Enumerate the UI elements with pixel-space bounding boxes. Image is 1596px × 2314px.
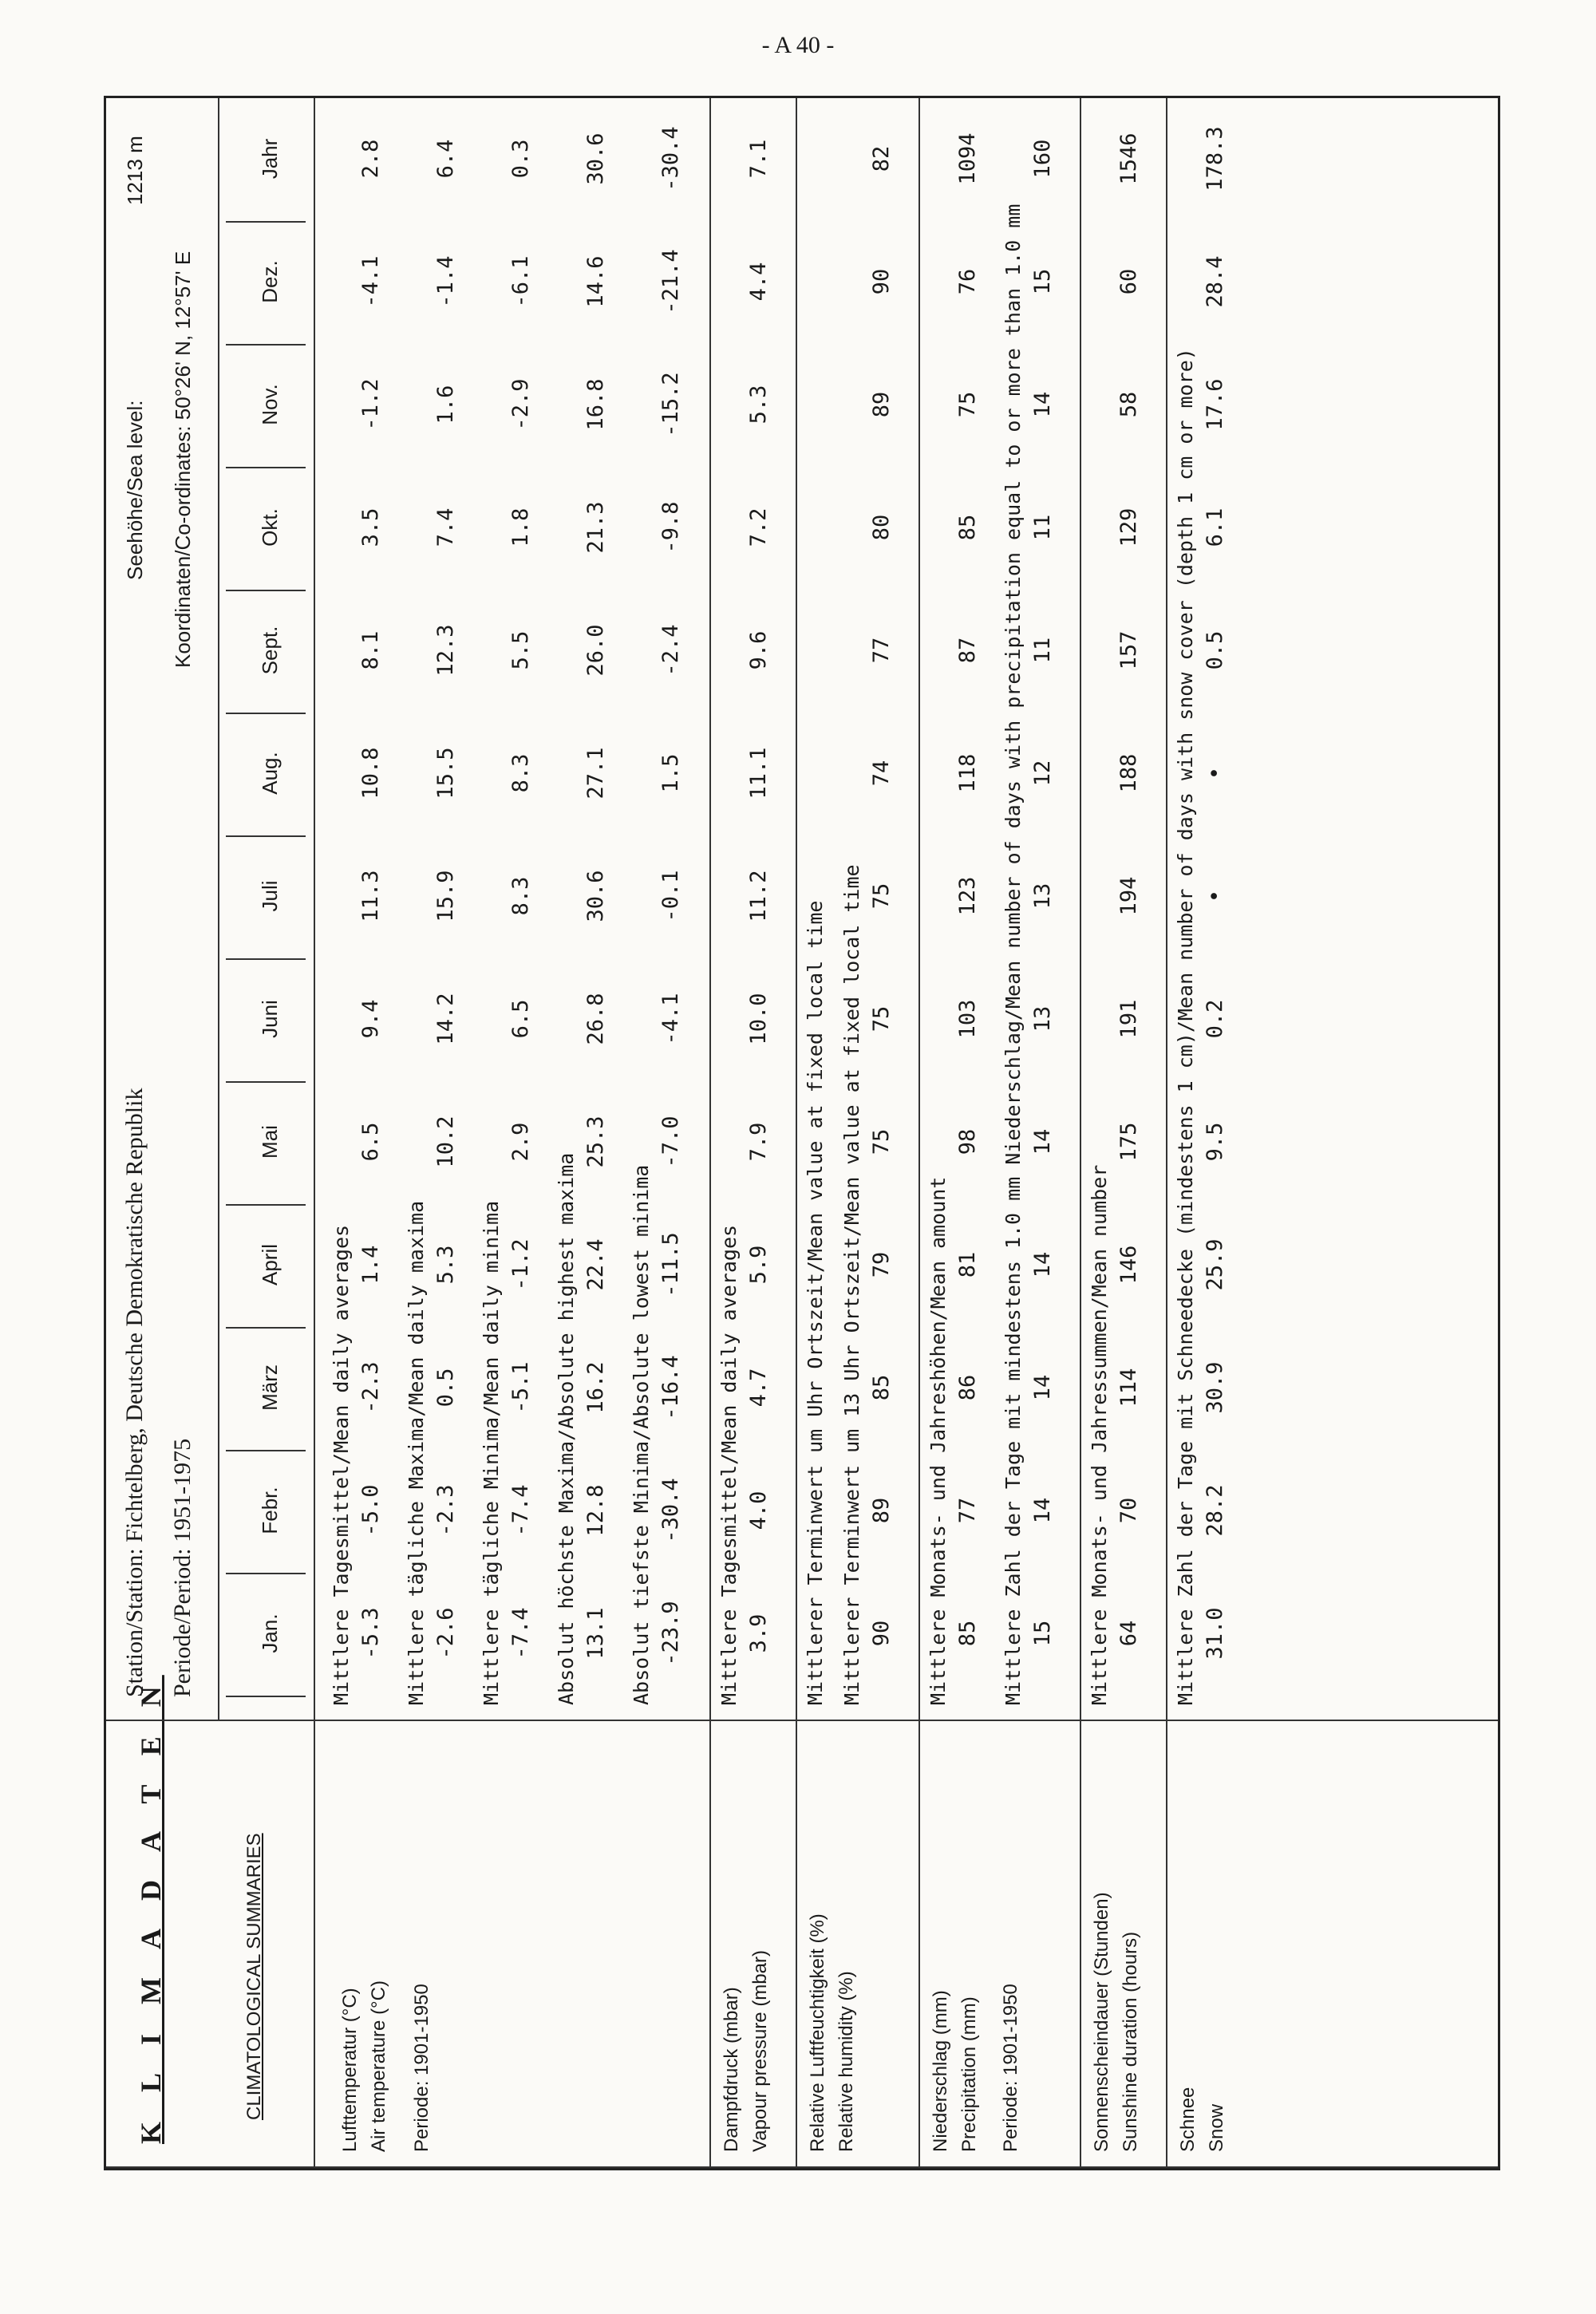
precip-amount-6: 123 — [955, 876, 980, 916]
month-separator — [226, 590, 306, 591]
temp-row-3-value-2: 16.2 — [583, 1361, 608, 1414]
month-header-4: Mai — [258, 1125, 282, 1159]
temp-row-4-value-8: -2.4 — [658, 624, 683, 677]
temp-row-0-value-1: -5.0 — [358, 1484, 383, 1537]
precip-amount-2: 86 — [955, 1374, 980, 1401]
month-header-3: April — [258, 1244, 282, 1286]
snow-label-en: Snow — [1206, 2103, 1227, 2152]
temp-row-3-value-1: 12.8 — [583, 1484, 608, 1537]
precip-days-8: 11 — [1030, 637, 1055, 664]
sunshine-value-6: 194 — [1116, 876, 1141, 916]
snow-value-0: 31.0 — [1203, 1607, 1227, 1660]
temp-row-1-value-0: -2.6 — [433, 1607, 458, 1660]
snow-value-12: 178.3 — [1203, 126, 1227, 192]
humidity-value-10: 89 — [869, 391, 894, 418]
vapour-value-8: 9.6 — [746, 630, 771, 670]
temp-row-4-value-10: -15.2 — [658, 372, 683, 437]
month-header-6: Juli — [258, 880, 282, 912]
precip-label-period: Periode: 1901-1950 — [1000, 1984, 1021, 2152]
month-separator — [226, 958, 306, 960]
temp-row-desc-4: Absolut tiefste Minima/Absolute lowest minima — [630, 1164, 653, 1705]
snow-value-1: 28.2 — [1203, 1484, 1227, 1537]
month-header-7: Aug. — [258, 752, 282, 795]
precip-days-9: 11 — [1030, 514, 1055, 541]
temp-label-de: Lufttemperatur (°C) — [339, 1988, 361, 2152]
temp-row-4-value-4: -7.0 — [658, 1116, 683, 1168]
temp-row-1-value-5: 14.2 — [433, 993, 458, 1045]
vapour-divider — [709, 98, 711, 2168]
temp-row-3-value-0: 13.1 — [583, 1607, 608, 1660]
temp-row-3-value-7: 27.1 — [583, 747, 608, 800]
temp-row-2-value-6: 8.3 — [508, 876, 533, 916]
month-header-2: März — [258, 1364, 282, 1411]
temp-row-3-value-4: 25.3 — [583, 1116, 608, 1168]
precip-divider — [918, 98, 920, 2168]
temp-row-3-value-9: 21.3 — [583, 501, 608, 554]
vapour-label-de: Dampfdruck (mbar) — [721, 1987, 742, 2152]
snow-value-8: 0.5 — [1203, 630, 1227, 670]
temp-row-4-value-5: -4.1 — [658, 993, 683, 1045]
temp-row-0-value-0: -5.3 — [358, 1607, 383, 1660]
temp-row-1-value-12: 6.4 — [433, 139, 458, 179]
page-number: - A 40 - — [761, 32, 835, 58]
temp-row-1-value-7: 15.5 — [433, 747, 458, 800]
month-separator — [226, 713, 306, 714]
snow-value-4: 9.5 — [1203, 1122, 1227, 1162]
period-line: Periode/Period: 1951-1975 — [169, 1438, 196, 1697]
sunshine-divider — [1080, 98, 1081, 2168]
temp-row-1-value-9: 7.4 — [433, 507, 458, 547]
temp-row-4-value-0: -23.9 — [658, 1601, 683, 1666]
snow-value-2: 30.9 — [1203, 1361, 1227, 1414]
humidity-value-12: 82 — [869, 145, 894, 172]
sunshine-value-3: 146 — [1116, 1245, 1141, 1285]
humidity-divider — [796, 98, 797, 2168]
humidity-value-8: 77 — [869, 637, 894, 664]
climate-table-rotated — [104, 96, 1500, 2170]
temp-row-desc-3: Absolut höchste Maxima/Absolute highest maxima — [555, 1152, 578, 1705]
temp-row-4-value-6: -0.1 — [658, 870, 683, 922]
precip-days-5: 13 — [1030, 1005, 1055, 1033]
temp-row-2-value-7: 8.3 — [508, 753, 533, 793]
month-separator — [226, 1696, 306, 1697]
sunshine-value-12: 1546 — [1116, 132, 1141, 185]
month-header-0: Jan. — [258, 1613, 282, 1653]
month-separator — [226, 221, 306, 223]
humidity-desc-1: Mittlerer Terminwert um Uhr Ortszeit/Mean value at fixed local time — [804, 900, 827, 1705]
temp-row-1-value-6: 15.9 — [433, 870, 458, 922]
vapour-value-6: 11.2 — [746, 870, 771, 922]
temp-row-2-value-3: -1.2 — [508, 1238, 533, 1291]
sunshine-value-8: 157 — [1116, 630, 1141, 670]
temp-row-desc-1: Mittlere tägliche Maxima/Mean daily maxima — [405, 1200, 428, 1705]
vapour-value-1: 4.0 — [746, 1491, 771, 1530]
temp-row-4-value-7: 1.5 — [658, 753, 683, 793]
sea-level-value: 1213 m — [123, 136, 147, 205]
precip-label-en: Precipitation (mm) — [958, 1996, 980, 2152]
temp-row-0-value-12: 2.8 — [358, 139, 383, 179]
vapour-label-en: Vapour pressure (mbar) — [749, 1950, 771, 2152]
temp-row-0-value-5: 9.4 — [358, 999, 383, 1039]
sunshine-value-1: 70 — [1116, 1497, 1141, 1524]
temp-row-2-value-2: -5.1 — [508, 1361, 533, 1414]
temp-row-2-value-4: 2.9 — [508, 1122, 533, 1162]
snow-label-de: Schnee — [1177, 2087, 1199, 2152]
temp-row-3-value-8: 26.0 — [583, 624, 608, 677]
month-header-12: Jahr — [258, 138, 282, 180]
precip-days-1: 14 — [1030, 1497, 1055, 1524]
humidity-value-6: 75 — [869, 883, 894, 910]
temp-row-0-value-6: 11.3 — [358, 870, 383, 922]
snow-value-11: 28.4 — [1203, 255, 1227, 308]
temp-label-period: Periode: 1901-1950 — [411, 1984, 433, 2152]
precip-amount-1: 77 — [955, 1497, 980, 1524]
month-separator — [226, 1450, 306, 1451]
temp-row-2-value-11: -6.1 — [508, 255, 533, 308]
snow-value-7: • — [1203, 766, 1227, 780]
humidity-value-5: 75 — [869, 1005, 894, 1033]
subtitle: CLIMATOLOGICAL SUMMARIES — [243, 1833, 265, 2120]
sunshine-value-0: 64 — [1116, 1620, 1141, 1647]
month-header-9: Okt. — [258, 508, 282, 547]
temp-row-desc-0: Mittlere Tagesmittel/Mean daily averages — [330, 1224, 353, 1705]
month-header-8: Sept. — [258, 626, 282, 675]
temp-row-4-value-12: -30.4 — [658, 126, 683, 192]
climate-table — [104, 96, 1500, 2170]
sunshine-value-9: 129 — [1116, 507, 1141, 547]
temp-row-2-value-1: -7.4 — [508, 1484, 533, 1537]
precip-days-0: 15 — [1030, 1620, 1055, 1647]
temp-label-en: Air temperature (°C) — [368, 1980, 389, 2152]
temp-row-1-value-4: 10.2 — [433, 1116, 458, 1168]
month-separator — [226, 344, 306, 346]
humidity-value-4: 75 — [869, 1128, 894, 1155]
temp-row-0-value-2: -2.3 — [358, 1361, 383, 1414]
snow-value-5: 0.2 — [1203, 999, 1227, 1039]
temp-row-1-value-8: 12.3 — [433, 624, 458, 677]
precip-days-2: 14 — [1030, 1374, 1055, 1401]
temp-row-2-value-8: 5.5 — [508, 630, 533, 670]
temp-row-0-value-10: -1.2 — [358, 378, 383, 431]
vapour-desc: Mittlere Tagesmittel/Mean daily averages — [717, 1224, 741, 1705]
temp-row-0-value-11: -4.1 — [358, 255, 383, 308]
month-header-11: Dez. — [258, 260, 282, 303]
precip-amount-3: 81 — [955, 1251, 980, 1278]
temp-row-1-value-2: 0.5 — [433, 1368, 458, 1408]
humidity-value-9: 80 — [869, 514, 894, 541]
precip-amount-11: 76 — [955, 268, 980, 295]
precip-days-7: 12 — [1030, 760, 1055, 787]
snow-value-3: 25.9 — [1203, 1238, 1227, 1291]
temp-row-3-value-3: 22.4 — [583, 1238, 608, 1291]
humidity-value-2: 85 — [869, 1374, 894, 1401]
vapour-value-11: 4.4 — [746, 262, 771, 302]
temp-row-2-value-0: -7.4 — [508, 1607, 533, 1660]
precip-days-12: 160 — [1030, 139, 1055, 179]
temp-row-2-value-9: 1.8 — [508, 507, 533, 547]
snow-value-9: 6.1 — [1203, 507, 1227, 547]
sunshine-label-de: Sonnenscheindauer (Stunden) — [1091, 1892, 1112, 2152]
temp-row-3-value-10: 16.8 — [583, 378, 608, 431]
temp-row-4-value-3: -11.5 — [658, 1232, 683, 1297]
month-separator — [226, 1081, 306, 1083]
sunshine-desc: Mittlere Monats- und Jahressummen/Mean number — [1088, 1164, 1111, 1705]
precip-amount-12: 1094 — [955, 132, 980, 185]
vapour-value-12: 7.1 — [746, 139, 771, 179]
temp-row-4-value-1: -30.4 — [658, 1478, 683, 1543]
label-column-divider — [106, 1720, 1498, 1721]
precip-days-10: 14 — [1030, 391, 1055, 418]
humidity-value-1: 89 — [869, 1497, 894, 1524]
month-separator — [226, 1573, 306, 1574]
sea-level-label: Seehöhe/Sea level: — [123, 400, 147, 580]
temp-row-3-value-5: 26.8 — [583, 993, 608, 1045]
precip-desc-1: Mittlere Monats- und Jahreshöhen/Mean amount — [926, 1176, 950, 1705]
sunshine-value-4: 175 — [1116, 1122, 1141, 1162]
humidity-value-0: 90 — [869, 1620, 894, 1647]
month-header-5: Juni — [258, 1000, 282, 1038]
station-line: Station/Station: Fichtelberg, Deutsche Demokratische Republik — [121, 1088, 148, 1697]
precip-amount-8: 87 — [955, 637, 980, 664]
vapour-value-2: 4.7 — [746, 1368, 771, 1408]
vapour-value-3: 5.9 — [746, 1245, 771, 1285]
precip-amount-10: 75 — [955, 391, 980, 418]
snow-value-10: 17.6 — [1203, 378, 1227, 431]
humidity-value-3: 79 — [869, 1251, 894, 1278]
sunshine-label-en: Sunshine duration (hours) — [1120, 1931, 1141, 2152]
temp-row-0-value-4: 6.5 — [358, 1122, 383, 1162]
vapour-value-4: 7.9 — [746, 1122, 771, 1162]
vapour-value-10: 5.3 — [746, 385, 771, 424]
vapour-value-0: 3.9 — [746, 1613, 771, 1653]
temp-row-0-value-7: 10.8 — [358, 747, 383, 800]
temp-row-3-value-11: 14.6 — [583, 255, 608, 308]
temp-row-0-value-3: 1.4 — [358, 1245, 383, 1285]
month-header-10: Nov. — [258, 384, 282, 425]
humidity-label-de: Relative Luftfeuchtigkeit (%) — [807, 1913, 828, 2152]
precip-amount-0: 85 — [955, 1620, 980, 1647]
precip-days-4: 14 — [1030, 1128, 1055, 1155]
humidity-label-en: Relative humidity (%) — [836, 1971, 857, 2152]
sunshine-value-10: 58 — [1116, 391, 1141, 418]
temp-row-1-value-11: -1.4 — [433, 255, 458, 308]
temp-row-3-value-12: 30.6 — [583, 132, 608, 185]
sunshine-value-7: 188 — [1116, 753, 1141, 793]
humidity-value-7: 74 — [869, 760, 894, 787]
precip-days-11: 15 — [1030, 268, 1055, 295]
temp-row-1-value-3: 5.3 — [433, 1245, 458, 1285]
precip-amount-7: 118 — [955, 753, 980, 793]
month-header-1: Febr. — [258, 1487, 282, 1534]
precip-label-de: Niederschlag (mm) — [930, 1990, 951, 2152]
humidity-desc-2: Mittlerer Terminwert um 13 Uhr Ortszeit/Mean value at fixed local time — [840, 864, 863, 1705]
temp-row-desc-2: Mittlere tägliche Minima/Mean daily minima — [480, 1200, 503, 1705]
month-separator — [226, 835, 306, 837]
sunshine-value-11: 60 — [1116, 268, 1141, 295]
precip-days-6: 13 — [1030, 883, 1055, 910]
temp-row-4-value-2: -16.4 — [658, 1355, 683, 1420]
temp-row-0-value-9: 3.5 — [358, 507, 383, 547]
snow-divider — [1166, 98, 1167, 2168]
vapour-value-7: 11.1 — [746, 747, 771, 800]
humidity-value-11: 90 — [869, 268, 894, 295]
vapour-value-9: 7.2 — [746, 507, 771, 547]
snow-value-6: • — [1203, 889, 1227, 903]
month-separator — [226, 467, 306, 468]
precip-amount-4: 98 — [955, 1128, 980, 1155]
snow-desc: Mittlere Zahl der Tage mit Schneedecke (mindestens 1 cm)/Mean number of days with snow cover (depth 1 cm or more) — [1174, 348, 1197, 1705]
temp-row-4-value-11: -21.4 — [658, 249, 683, 314]
temp-row-2-value-10: -2.9 — [508, 378, 533, 431]
coordinates: Koordinaten/Co-ordinates: 50°26' N, 12°57' E — [171, 251, 195, 668]
precip-desc-2: Mittlere Zahl der Tage mit mindestens 1.0 mm Niederschlag/Mean number of days with precipitation equal to or more than 1.0 mm — [1001, 203, 1025, 1705]
temp-row-4-value-9: -9.8 — [658, 501, 683, 554]
sunshine-value-5: 191 — [1116, 999, 1141, 1039]
temp-row-1-value-1: -2.3 — [433, 1484, 458, 1537]
sunshine-value-2: 114 — [1116, 1368, 1141, 1408]
precip-amount-9: 85 — [955, 514, 980, 541]
month-separator — [226, 1327, 306, 1329]
precip-days-3: 14 — [1030, 1251, 1055, 1278]
temp-row-2-value-5: 6.5 — [508, 999, 533, 1039]
month-separator — [226, 1204, 306, 1206]
temp-row-2-value-12: 0.3 — [508, 139, 533, 179]
precip-amount-5: 103 — [955, 999, 980, 1039]
temp-row-0-value-8: 8.1 — [358, 630, 383, 670]
temp-row-3-value-6: 30.6 — [583, 870, 608, 922]
temp-row-1-value-10: 1.6 — [433, 385, 458, 424]
vapour-value-5: 10.0 — [746, 993, 771, 1045]
title: K L I M A D A T E N — [135, 1675, 167, 2144]
